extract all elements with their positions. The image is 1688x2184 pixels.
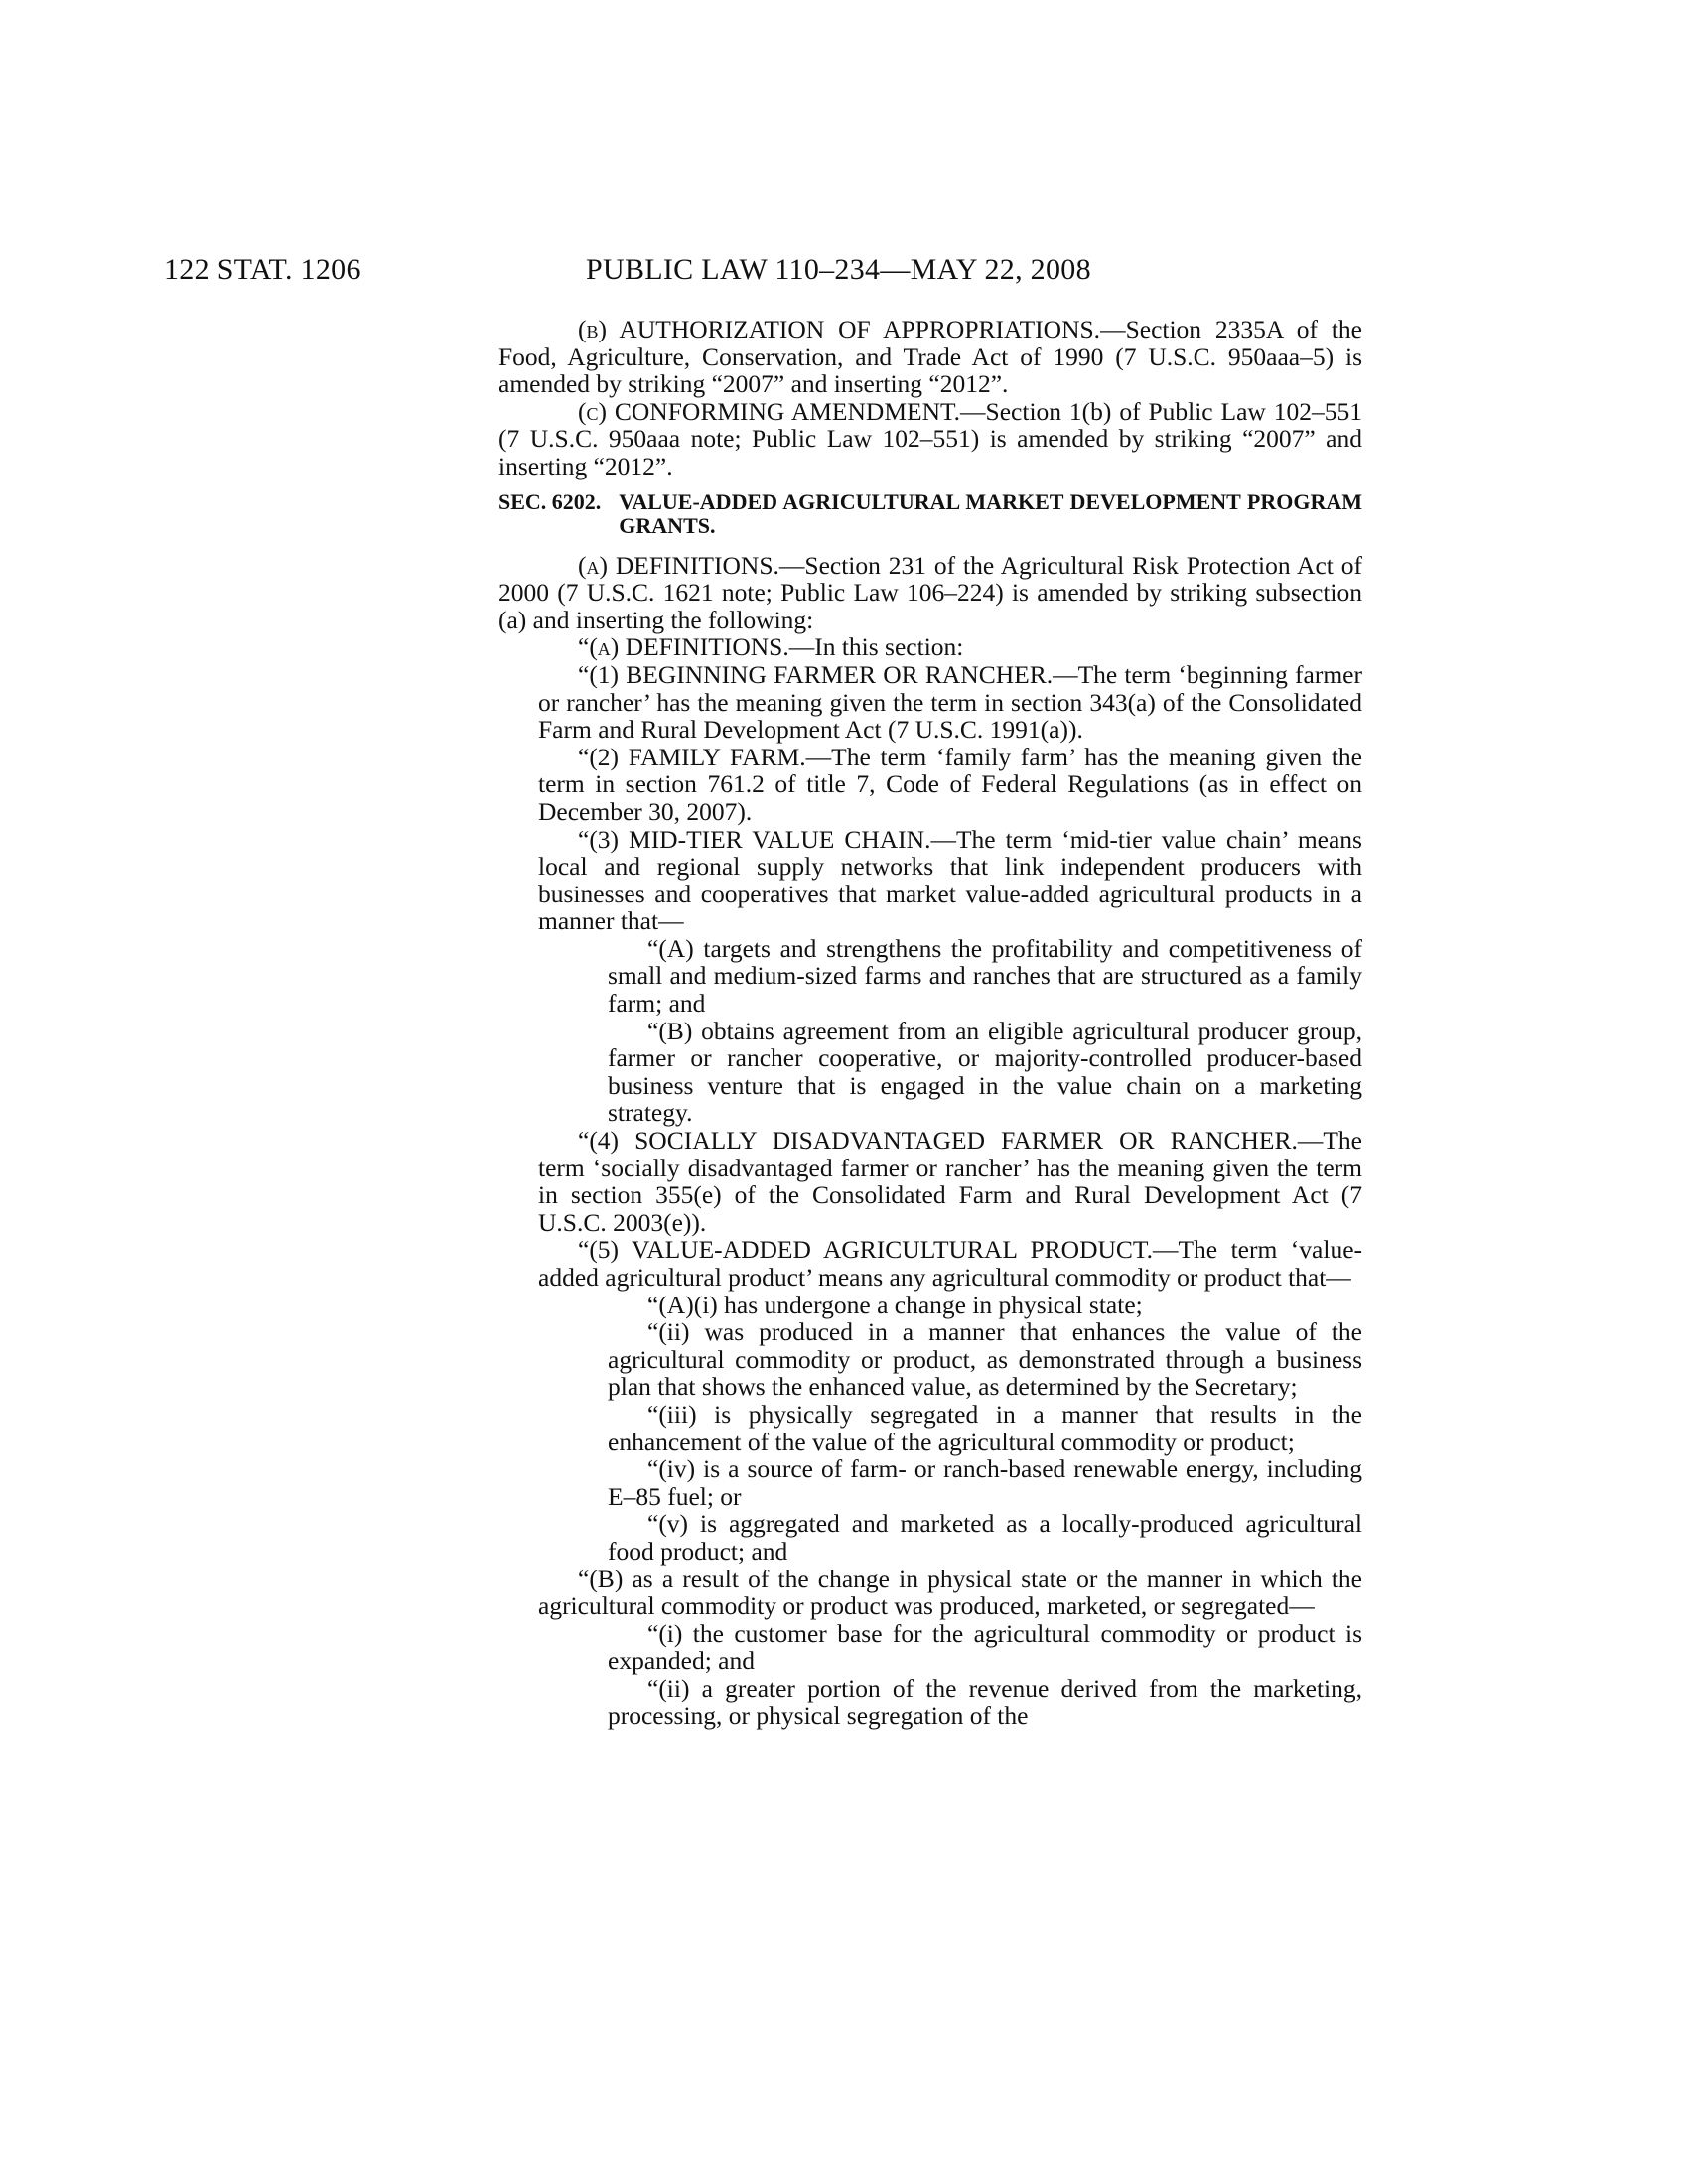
- definition-5-text: —The term ‘value-added agricultural product’ means any agricultural commodity or product that—: [538, 1235, 1362, 1292]
- definition-5-clause-v: “(v) is aggregated and marketed as a locally-produced agricultural food product; and: [608, 1509, 1362, 1566]
- section-heading: [498, 490, 1362, 538]
- definition-1: [498, 661, 1362, 744]
- paragraph-b-text: —Section 2335A of the Food, Agriculture, Conservation, and Trade Act of 1990 (7 U.S.C. 950aaa–5) is amended by striking “2007” and inserting “2012”.: [498, 315, 1362, 399]
- subsection-a: [498, 552, 1362, 634]
- definition-2-text: —The term ‘family farm’ has the meaning given the term in section 761.2 of title 7, Code of Federal Regulations (as in effect on December 30, 2007).: [538, 742, 1362, 826]
- definition-3: [498, 826, 1362, 935]
- definition-5-clause-b: “(B) as a result of the change in physical state or the manner in which the agricultural commodity or product was produced, marketed, or segregated—: [538, 1564, 1362, 1621]
- definition-1-heading: “(1) BEGINNING FARMER OR RANCHER.: [578, 659, 1054, 689]
- paragraph-c-text: —Section 1(b) of Public Law 102–551 (7 U.S.C. 950aaa note; Public Law 102–551) is amended by striking “2007” and inserting “2012”.: [498, 396, 1362, 480]
- definition-5-clause-b-ii: “(ii) a greater portion of the revenue derived from the marketing, processing, or physical segregation of the: [608, 1673, 1362, 1730]
- subsection-a-text: —Section 231 of the Agricultural Risk Protection Act of 2000 (7 U.S.C. 1621 note; Public Law 106–224) is amended by striking subsection (a) and inserting the following:: [498, 550, 1362, 634]
- definition-3-text: —The term ‘mid-tier value chain’ means local and regional supply networks that link independent producers with businesses and cooperatives that market value-added agricultural products in a manner that—: [538, 824, 1362, 936]
- definition-5-clause-iv: “(iv) is a source of farm- or ranch-based renewable energy, including E–85 fuel; or: [608, 1454, 1362, 1511]
- section-title: VALUE-ADDED AGRICULTURAL MARKET DEVELOPMENT PROGRAM GRANTS.: [619, 488, 1362, 538]
- paragraph-b: [498, 316, 1362, 398]
- definition-5-clause-ii: “(ii) was produced in a manner that enhances the value of the agricultural commodity or product, as demonstrated through a business plan that shows the enhanced value, as determined by the Secretary;: [608, 1317, 1362, 1402]
- definition-1-text: —The term ‘beginning farmer or rancher’ has the meaning given the term in section 343(a) of the Consolidated Farm and Rural Development Act (7 U.S.C. 1991(a)).: [538, 659, 1362, 745]
- paragraph-b-heading: (b) AUTHORIZATION OF APPROPRIATIONS.: [578, 315, 1101, 343]
- subsection-a-heading: (a) DEFINITIONS.: [578, 550, 779, 580]
- definition-2: [498, 744, 1362, 826]
- running-header: PUBLIC LAW 110–234—MAY 22, 2008: [586, 253, 1091, 286]
- document-body: [498, 316, 1362, 1729]
- definition-4-heading: “(4) SOCIALLY DISADVANTAGED FARMER OR RANCHER.: [578, 1126, 1298, 1156]
- paragraph-c-heading: (c) CONFORMING AMENDMENT.: [578, 396, 961, 426]
- inserted-subsection-a: [498, 633, 1362, 661]
- definition-4: [498, 1127, 1362, 1236]
- definition-3-heading: “(3) MID-TIER VALUE CHAIN.: [578, 824, 931, 854]
- inserted-subsection-a-heading: “(a) DEFINITIONS.: [578, 632, 789, 662]
- definition-2-heading: “(2) FAMILY FARM.: [578, 742, 806, 771]
- definition-3-clause-a: “(A) targets and strengthens the profitability and competitiveness of small and medium-sized farms and ranches that are structured as a family farm; and: [608, 933, 1362, 1019]
- section-number: SEC. 6202.: [498, 488, 602, 514]
- definition-5: [498, 1236, 1362, 1291]
- inserted-subsection-a-text: —In this section:: [788, 632, 964, 662]
- definition-4-text: —The term ‘socially disadvantaged farmer or rancher’ has the meaning given the term in section 355(e) of the Consolidated Farm and Rural Development Act (7 U.S.C. 2003(e)).: [538, 1126, 1362, 1237]
- definition-3-clause-b: “(B) obtains agreement from an eligible agricultural producer group, farmer or rancher cooperative, or majority-controlled producer-based business venture that is engaged in the value chain on a marketing strategy.: [608, 1016, 1362, 1128]
- definition-5-clause-iii: “(iii) is physically segregated in a manner that results in the enhancement of the value of the agricultural commodity or product;: [608, 1399, 1362, 1456]
- paragraph-c: [498, 398, 1362, 480]
- statute-page-number: 122 STAT. 1206: [164, 253, 361, 286]
- definition-5-heading: “(5) VALUE-ADDED AGRICULTURAL PRODUCT.: [578, 1235, 1153, 1265]
- definition-5-clause-b-i: “(i) the customer base for the agricultural commodity or product is expanded; and: [608, 1618, 1362, 1676]
- definition-5-clause-a-i: “(A)(i) has undergone a change in physical state;: [647, 1290, 1143, 1319]
